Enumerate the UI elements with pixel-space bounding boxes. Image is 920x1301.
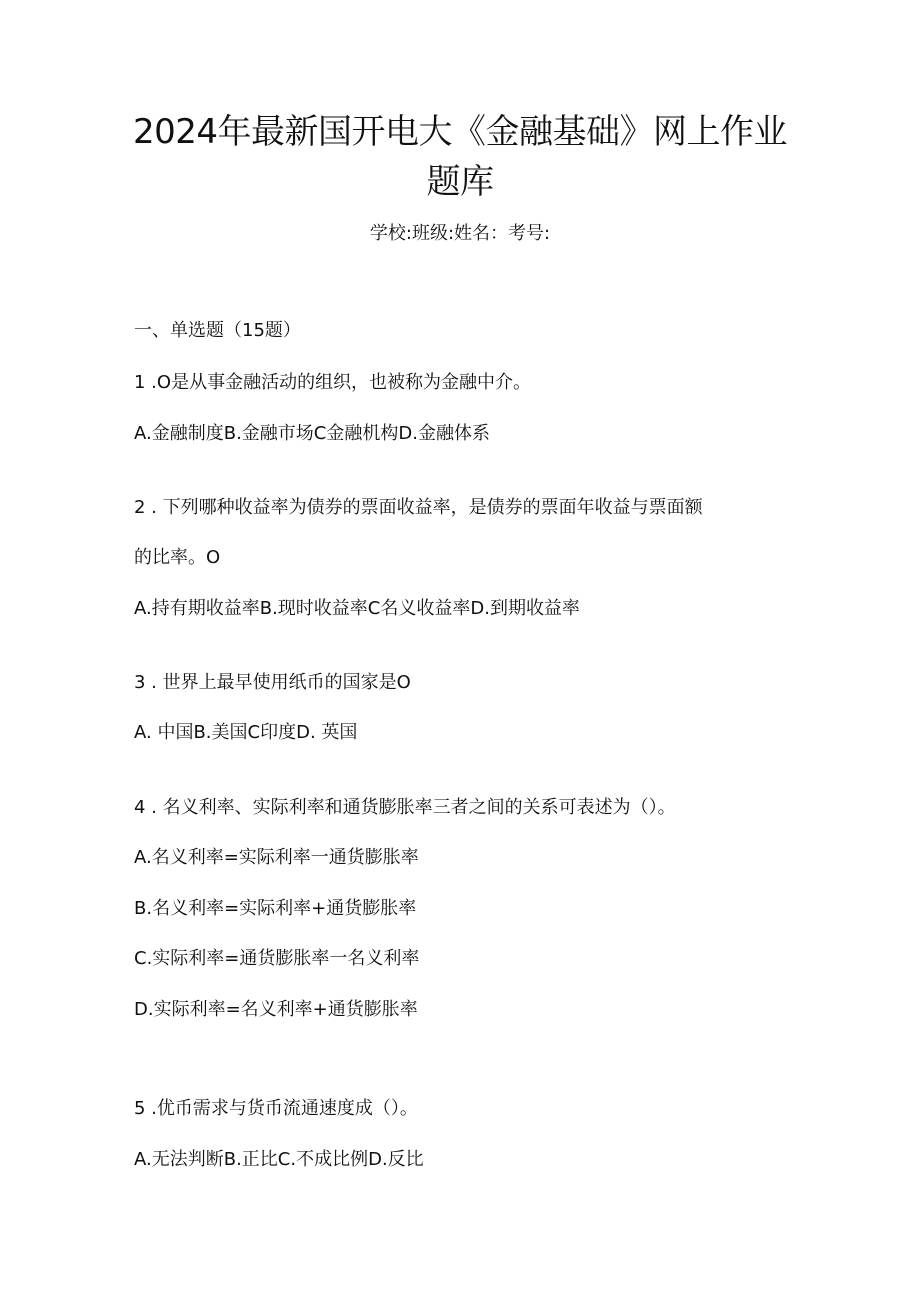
section-heading: 一、单选题（15题） (134, 320, 301, 341)
question-4-option-b: B.名义利率=实际利率+通货膨胀率 (134, 898, 417, 919)
student-info-line: 学校:班级:姓名：考号: (369, 223, 551, 244)
document-title-line2: 题库 (426, 162, 494, 202)
question-1-options: A.金融制度B.金融市场C金融机构D.金融体系 (134, 423, 490, 444)
document-title-line1: 2024年最新国开电大《金融基础》网上作业 (132, 112, 788, 152)
question-3-options: A. 中国B.美国C印度D. 英国 (134, 722, 358, 743)
question-2-options: A.持有期收益率B.现时收益率C名义收益率D.到期收益率 (134, 598, 580, 619)
question-4-option-a: A.名义利率=实际利率一通货膨胀率 (134, 847, 419, 868)
question-2-stem-line2: 的比率。O (134, 547, 221, 568)
question-5-options: A.无法判断B.正比C.不成比例D.反比 (134, 1149, 424, 1170)
question-4-option-c: C.实际利率=通货膨胀率一名义利率 (134, 948, 420, 969)
question-4-stem: 4 . 名义利率、实际利率和通货膨胀率三者之间的关系可表述为（）。 (134, 797, 676, 818)
question-5-stem: 5 .优币需求与货币流通速度成（）。 (134, 1098, 418, 1119)
question-4-option-d: D.实际利率=名义利率+通货膨胀率 (134, 999, 418, 1020)
question-2-stem-line1: 2 . 下列哪种收益率为债券的票面收益率，是债券的票面年收益与票面额 (134, 497, 703, 518)
question-3-stem: 3 . 世界上最早使用纸币的国家是O (134, 672, 411, 693)
question-1-stem: 1 .O是从事金融活动的组织，也被称为金融中介。 (134, 372, 532, 393)
